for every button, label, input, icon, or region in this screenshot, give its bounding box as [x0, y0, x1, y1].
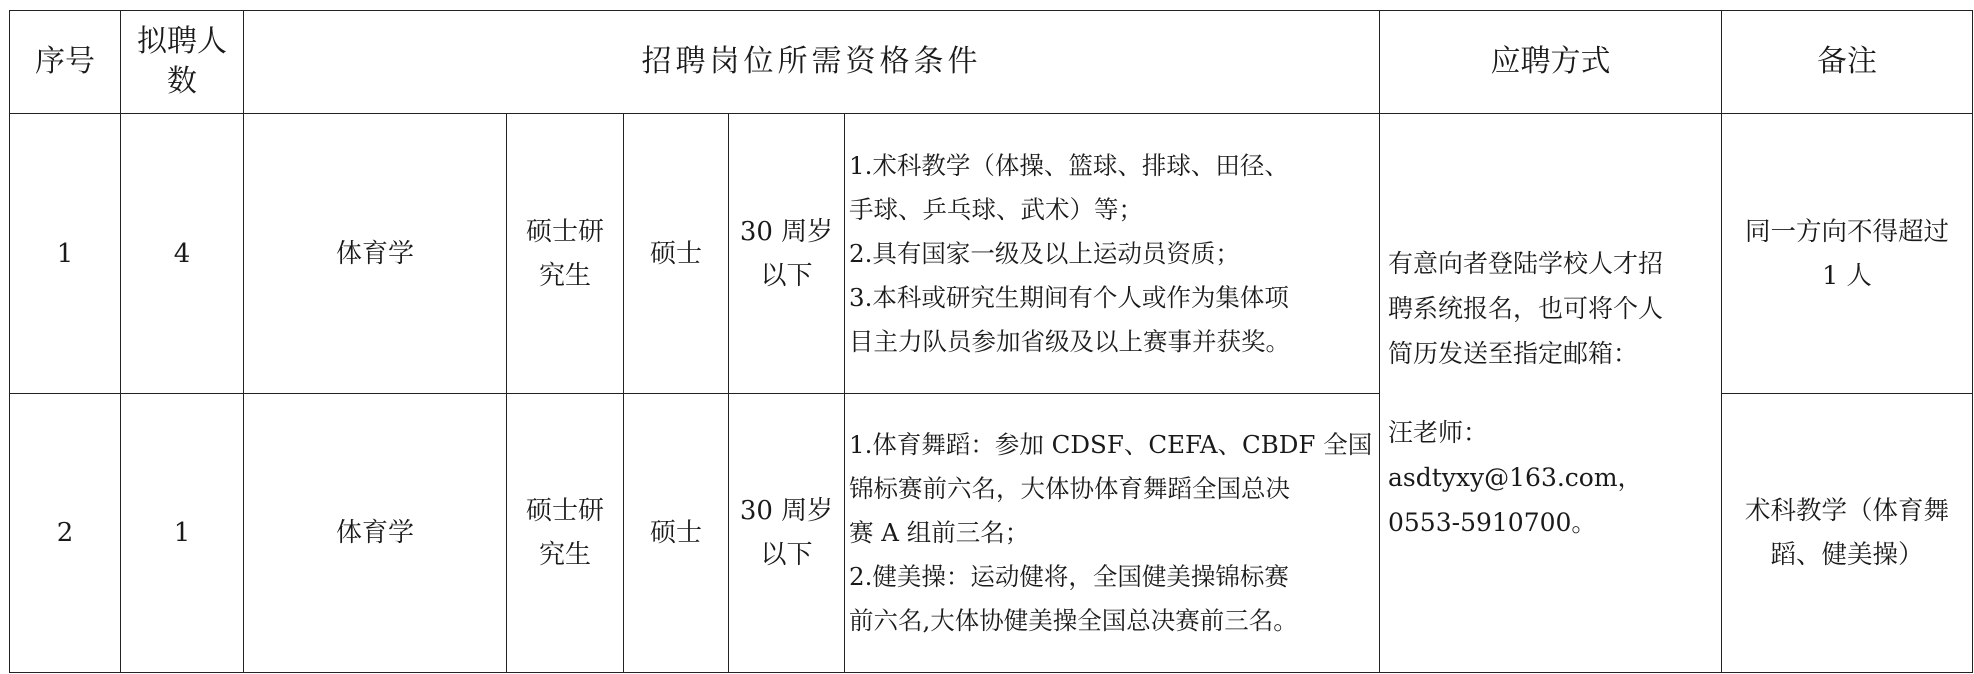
row-count: 4 — [121, 114, 244, 394]
education-line1: 硕士研 — [525, 216, 604, 247]
remarks-line1: 术科教学（体育舞 — [1744, 496, 1949, 526]
condition-line: 赛 A 组前三名； — [849, 518, 1030, 547]
education-line1: 硕士研 — [525, 496, 604, 526]
header-count-line2: 数 — [167, 64, 197, 99]
row-remarks — [1722, 114, 1973, 394]
header-count — [121, 11, 244, 114]
age-line2: 以下 — [760, 260, 813, 291]
contact-name: 汪老师： — [1388, 418, 1489, 447]
condition-line: 手球、乒乓球、武术）等； — [849, 194, 1143, 224]
row-degree: 硕士 — [624, 394, 729, 673]
apply-method-cell — [1380, 114, 1722, 673]
header-count-line1: 拟聘人 — [137, 24, 227, 59]
contact-phone: 0553-5910700。 — [1388, 508, 1597, 537]
condition-line: 2.健美操：运动健将，全国健美操锦标赛 — [849, 562, 1289, 591]
header-apply-method: 应聘方式 — [1380, 11, 1722, 114]
row-age — [729, 114, 845, 394]
row-remarks — [1722, 394, 1973, 673]
apply-method-content — [1380, 241, 1721, 545]
age-line1: 30 周岁 — [739, 216, 834, 247]
row-serial: 2 — [10, 394, 121, 673]
header-serial: 序号 — [10, 11, 121, 114]
row-conditions — [845, 394, 1380, 673]
condition-line: 1.术科教学（体操、篮球、排球、田径、 — [849, 150, 1289, 180]
contact-email: asdtyxy@163.com， — [1388, 463, 1643, 492]
condition-line: 3.本科或研究生期间有个人或作为集体项 — [849, 282, 1289, 312]
row-major: 体育学 — [244, 394, 507, 673]
condition-line: 2.具有国家一级及以上运动员资质； — [849, 238, 1240, 268]
condition-line: 前六名,大体协健美操全国总决赛前三名。 — [849, 606, 1298, 635]
row-education — [507, 114, 624, 394]
row-count: 1 — [121, 394, 244, 673]
apply-line: 简历发送至指定邮箱： — [1388, 339, 1639, 368]
row-education — [507, 394, 624, 673]
row-serial: 1 — [10, 114, 121, 394]
row-conditions — [845, 114, 1380, 394]
row-major: 体育学 — [244, 114, 507, 394]
apply-spacer — [1388, 376, 1721, 410]
header-remarks: 备注 — [1722, 11, 1973, 114]
condition-line: 1.体育舞蹈：参加 CDSF、CEFA、CBDF 全国 — [849, 430, 1373, 459]
apply-line: 有意向者登陆学校人才招 — [1388, 249, 1664, 278]
condition-line: 目主力队员参加省级及以上赛事并获奖。 — [849, 326, 1290, 356]
remarks-line2: 蹈、健美操） — [1770, 540, 1924, 570]
row-age — [729, 394, 845, 673]
education-line2: 究生 — [538, 540, 591, 570]
table-row — [10, 114, 1973, 394]
age-line1: 30 周岁 — [739, 496, 834, 526]
header-requirements: 招聘岗位所需资格条件 — [244, 11, 1380, 114]
recruitment-table — [9, 10, 1973, 673]
row-degree: 硕士 — [624, 114, 729, 394]
apply-line: 聘系统报名，也可将个人 — [1388, 294, 1664, 323]
age-line2: 以下 — [760, 540, 813, 570]
education-line2: 究生 — [538, 260, 591, 291]
remarks-line1: 同一方向不得超过 — [1744, 216, 1949, 247]
header-row — [10, 11, 1973, 114]
condition-line: 锦标赛前六名，大体协体育舞蹈全国总决 — [849, 474, 1290, 503]
remarks-line2: 1 人 — [1822, 260, 1872, 291]
